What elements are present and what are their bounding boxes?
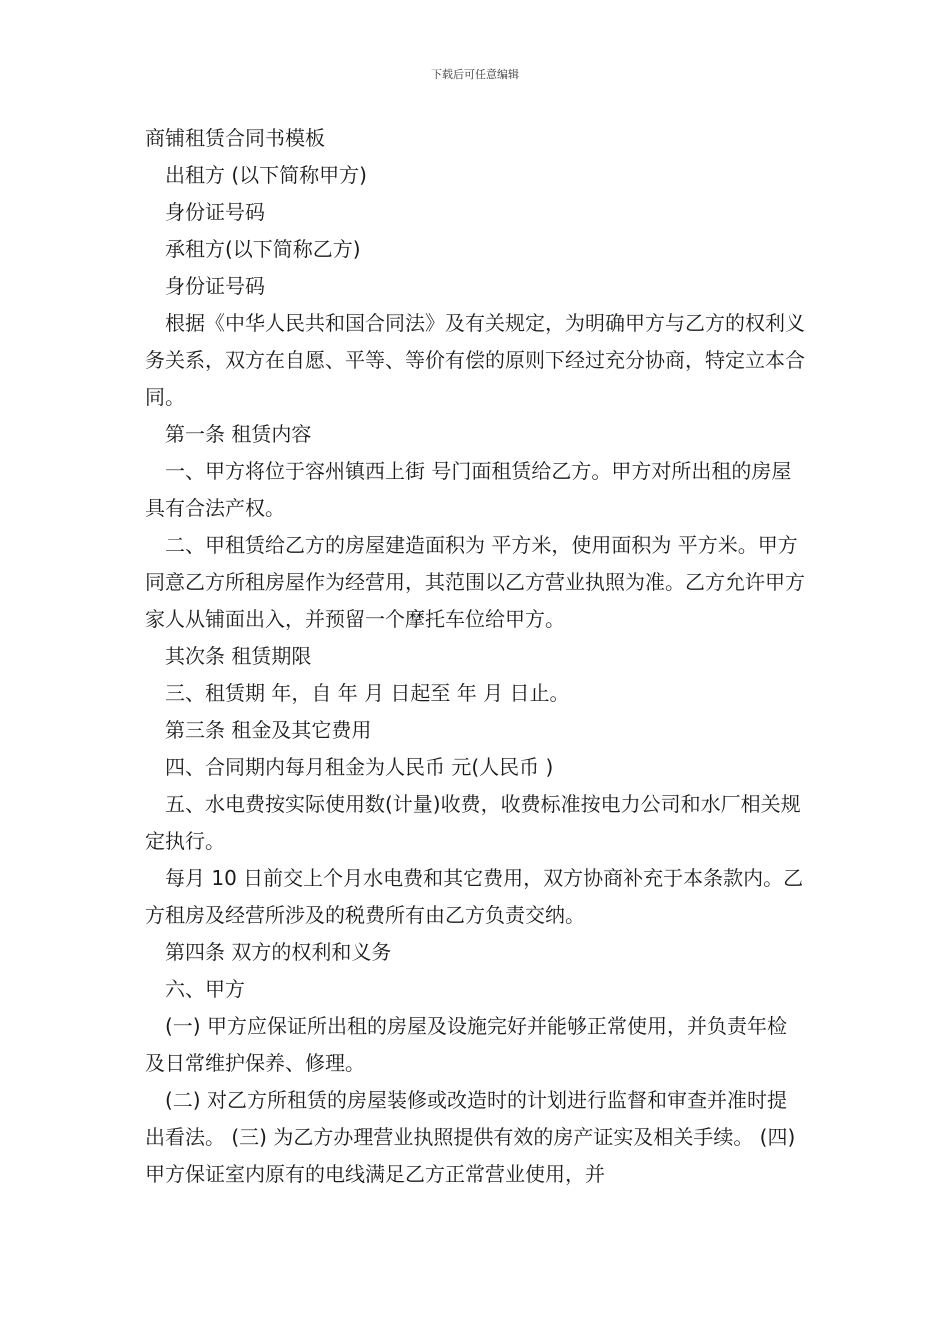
clause-paragraph: 四、合同期内每月租金为人民币 元(人民币 ) <box>165 755 554 779</box>
article-heading: 第四条 双方的权利和义务 <box>165 940 392 964</box>
clause-paragraph: 每月 10 日前交上个月水电费和其它费用，双方协商补充于本条款内。乙方租房及经营所涉及的税费所有由乙方负责交纳。 <box>145 866 804 927</box>
lessee-line: 承租方(以下简称乙方) <box>165 237 361 261</box>
document-title: 商铺租赁合同书模板 <box>145 126 325 150</box>
article-heading: 其次条 租赁期限 <box>165 644 312 668</box>
clause-paragraph: 三、租赁期 年，自 年 月 日起至 年 月 日止。 <box>165 681 570 705</box>
clause-paragraph: (一) 甲方应保证所出租的房屋及设施完好并能够正常使用，并负责年检及日常维护保养、修理。 <box>145 1014 787 1075</box>
clause-paragraph: 一、甲方将位于容州镇西上街 号门面租赁给乙方。甲方对所出租的房屋具有合法产权。 <box>145 459 792 520</box>
article-heading: 第三条 租金及其它费用 <box>165 718 372 742</box>
article-heading: 第一条 租赁内容 <box>165 422 312 446</box>
document-body <box>145 120 805 1193</box>
clause-paragraph: (二) 对乙方所租赁的房屋装修或改造时的计划进行监督和审查并准时提出看法。 (三) 为乙方办理营业执照提供有效的房产证实及相关手续。 (四) 甲方保证室内原有的电线满足乙方正常营业使用，并 <box>145 1088 796 1186</box>
lessor-id-line: 身份证号码 <box>165 200 265 224</box>
clause-paragraph: 六、甲方 <box>165 977 245 1001</box>
clause-paragraph: 二、甲租赁给乙方的房屋建造面积为 平方米，使用面积为 平方米。甲方同意乙方所租房屋作为经营用，其范围以乙方营业执照为准。乙方允许甲方家人从铺面出入，并预留一个摩托车位给甲方。 <box>145 533 805 631</box>
page-header: 下载后可任意编辑 <box>431 68 519 81</box>
preamble-paragraph: 根据《中华人民共和国合同法》及有关规定，为明确甲方与乙方的权利义务关系，双方在自愿、平等、等价有偿的原则下经过充分协商，特定立本合同。 <box>145 311 805 409</box>
lessor-line: 出租方 (以下简称甲方) <box>165 163 367 187</box>
lessee-id-line: 身份证号码 <box>165 274 265 298</box>
clause-paragraph: 五、水电费按实际使用数(计量)收费，收费标准按电力公司和水厂相关规定执行。 <box>145 792 801 853</box>
